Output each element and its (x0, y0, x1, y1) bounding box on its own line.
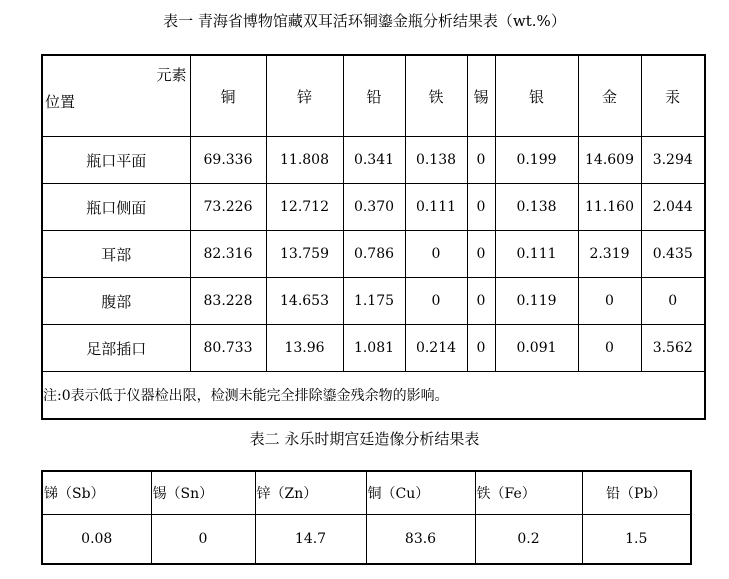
table2-header-row (42, 471, 691, 515)
table-cell: 83.228 (190, 278, 266, 325)
table1-caption: 表一 青海省博物馆藏双耳活环铜鎏金瓶分析结果表（wt.%） (163, 12, 566, 30)
table-cell: 0.111 (495, 231, 578, 278)
column-header: 锡（Sn） (151, 471, 255, 515)
table-cell: 69.336 (190, 137, 266, 184)
column-header: 锌（Zn） (255, 471, 366, 515)
table-cell: 0 (405, 231, 467, 278)
table-cell: 0.111 (405, 184, 467, 231)
row-label: 瓶口侧面 (42, 184, 190, 231)
column-header: 汞 (641, 55, 705, 137)
column-header: 锡 (467, 55, 495, 137)
table-cell: 0.214 (405, 325, 467, 372)
analysis-table-2 (41, 470, 692, 565)
table-cell: 1.081 (343, 325, 405, 372)
column-header: 金 (578, 55, 641, 137)
column-header: 锌 (266, 55, 343, 137)
corner-elements-label: 元素 (156, 66, 187, 84)
table-cell: 0.370 (343, 184, 405, 231)
column-header: 铜（Cu） (366, 471, 475, 515)
table1-header-row (42, 55, 705, 137)
row-label: 耳部 (42, 231, 190, 278)
table-cell: 14.7 (255, 515, 366, 565)
table-note: 注:0表示低于仪器检出限，检测未能完全排除鎏金残余物的影响。 (42, 372, 705, 420)
table-cell: 0.119 (495, 278, 578, 325)
table-cell: 80.733 (190, 325, 266, 372)
table-cell: 0.786 (343, 231, 405, 278)
table-cell: 0 (467, 325, 495, 372)
table-cell: 14.609 (578, 137, 641, 184)
column-header: 铁 (405, 55, 467, 137)
column-header: 银 (495, 55, 578, 137)
table-cell: 3.562 (641, 325, 705, 372)
table-cell: 0 (405, 278, 467, 325)
table-cell: 0 (578, 278, 641, 325)
table-cell: 1.175 (343, 278, 405, 325)
table-cell: 2.044 (641, 184, 705, 231)
table-cell: 0 (467, 137, 495, 184)
table-cell: 0 (151, 515, 255, 565)
table-row (42, 278, 705, 325)
table-cell: 12.712 (266, 184, 343, 231)
table-row (42, 325, 705, 372)
table-cell: 0.435 (641, 231, 705, 278)
table-row (42, 231, 705, 278)
table-cell: 11.808 (266, 137, 343, 184)
table-row (42, 184, 705, 231)
note-row (42, 372, 705, 420)
row-label: 腹部 (42, 278, 190, 325)
row-label: 瓶口平面 (42, 137, 190, 184)
table-cell: 0 (467, 184, 495, 231)
column-header: 铁（Fe） (475, 471, 582, 515)
table-cell: 0.138 (405, 137, 467, 184)
table-row (42, 515, 691, 565)
analysis-table-1 (41, 54, 706, 420)
column-header: 锑（Sb） (42, 471, 151, 515)
row-label: 足部插口 (42, 325, 190, 372)
table-cell: 0.199 (495, 137, 578, 184)
table-row (42, 137, 705, 184)
table-cell: 82.316 (190, 231, 266, 278)
corner-header-cell (42, 55, 190, 137)
table2-caption: 表二 永乐时期宫廷造像分析结果表 (249, 430, 480, 448)
column-header: 铅 (343, 55, 405, 137)
table-cell: 0 (467, 278, 495, 325)
corner-position-label: 位置 (45, 93, 76, 111)
table-cell: 14.653 (266, 278, 343, 325)
table-cell: 2.319 (578, 231, 641, 278)
table-cell: 13.96 (266, 325, 343, 372)
table-cell: 0.2 (475, 515, 582, 565)
table-cell: 1.5 (582, 515, 691, 565)
column-header: 铜 (190, 55, 266, 137)
table-cell: 0.341 (343, 137, 405, 184)
table-cell: 11.160 (578, 184, 641, 231)
table-cell: 13.759 (266, 231, 343, 278)
table-cell: 3.294 (641, 137, 705, 184)
table-cell: 83.6 (366, 515, 475, 565)
table-cell: 0 (578, 325, 641, 372)
column-header: 铅（Pb） (582, 471, 691, 515)
table-cell: 73.226 (190, 184, 266, 231)
table-cell: 0.091 (495, 325, 578, 372)
table-cell: 0 (641, 278, 705, 325)
table-cell: 0.08 (42, 515, 151, 565)
table-cell: 0 (467, 231, 495, 278)
table-cell: 0.138 (495, 184, 578, 231)
